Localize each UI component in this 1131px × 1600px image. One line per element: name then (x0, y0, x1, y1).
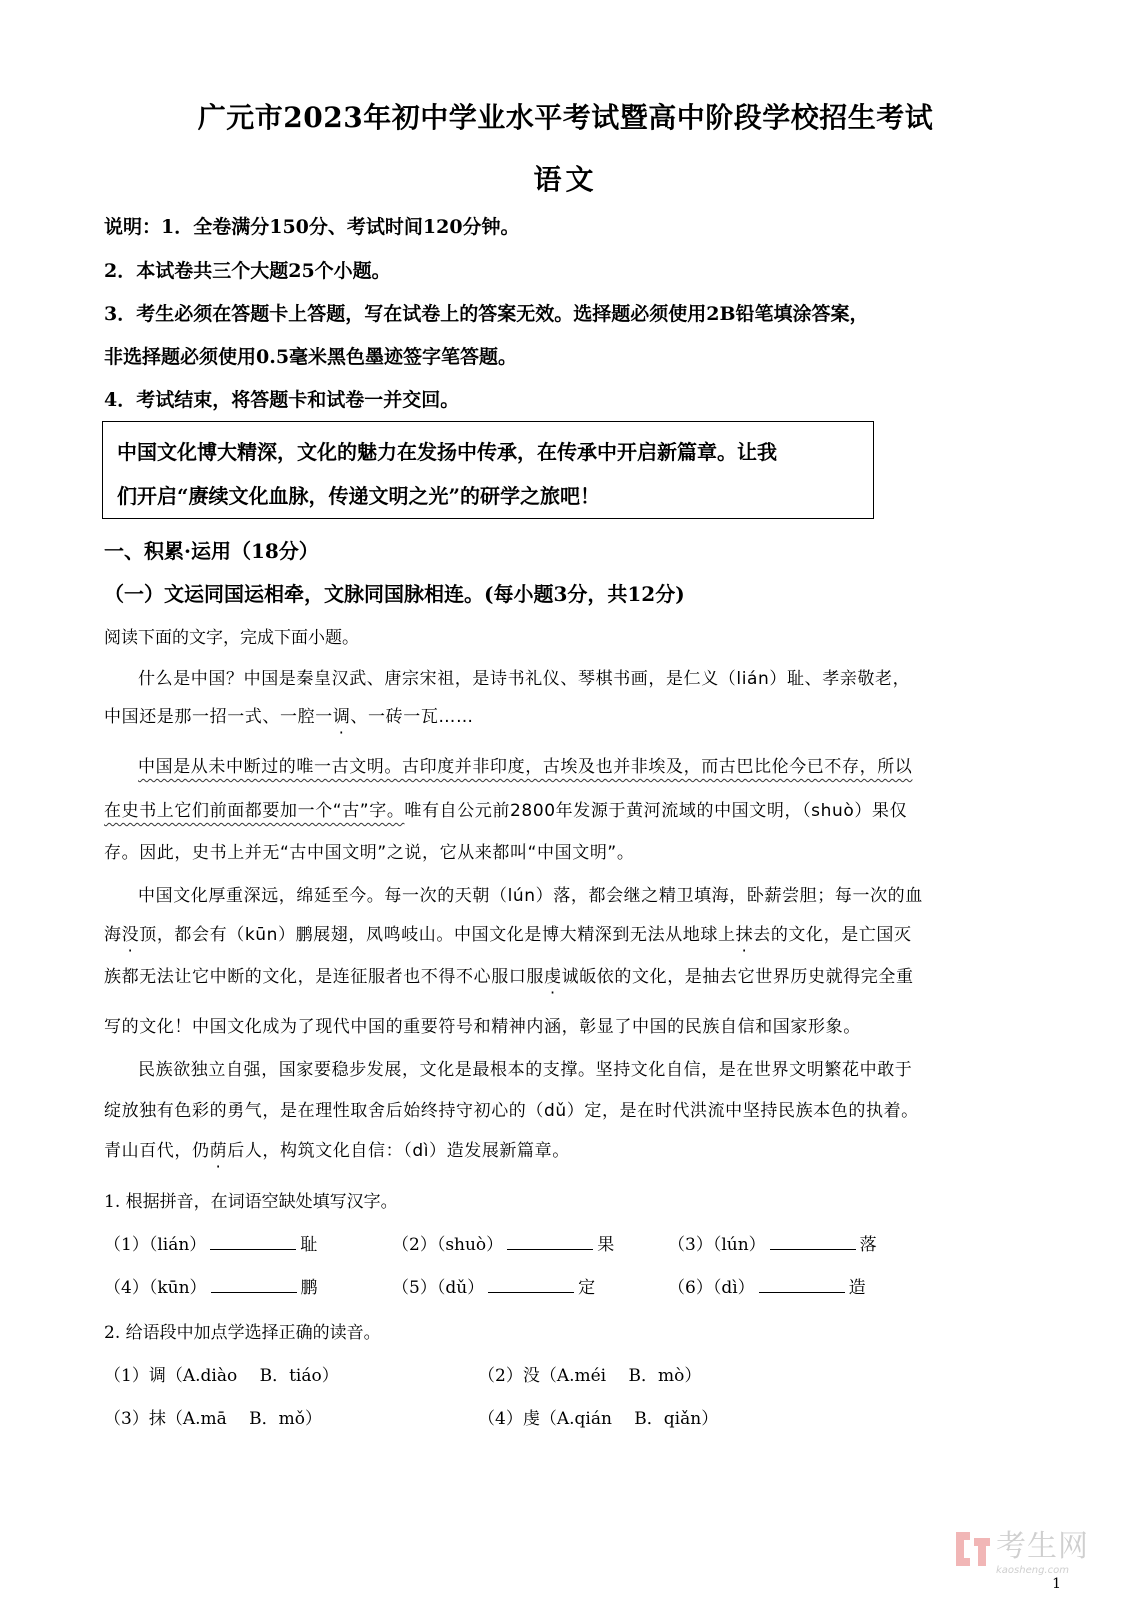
instruction-line-2: 2．本试卷共三个大题25个小题。 (104, 260, 391, 282)
q1-item-4: （4）（kūn） 鹏 (104, 1278, 318, 1298)
q1-item-2: （2）（shuò） 果 (392, 1235, 615, 1255)
watermark (956, 1521, 1089, 1576)
section-heading: 一、积累·运用（18分） (104, 539, 319, 563)
q1-item-5: （5）（dǔ） 定 (392, 1278, 596, 1298)
answer-blank[interactable] (507, 1233, 593, 1250)
passage-p3-line1: 中国文化厚重深远，绵延至今。每一次的天朝（lún）落，都会继之精卫填海，卧薪尝胆；每一次的血 (138, 886, 923, 906)
answer-blank[interactable] (759, 1276, 845, 1293)
dotted-char-yin: 荫 (209, 1141, 228, 1161)
kaosheng-logo-icon (956, 1532, 990, 1566)
passage-p1-line2: 中国还是那一招一式、一腔一调、一砖一瓦…… (104, 707, 474, 727)
instruction-line-3: 3．考生必须在答题卡上答题，写在试卷上的答案无效。选择题必须使用2B铅笔填涂答案， (104, 303, 869, 325)
dotted-char-mei: 没 (121, 925, 140, 945)
passage-p3-line4: 写的文化！中国文化成为了现代中国的重要符号和精神内涵，彰显了中国的民族自信和国家形象。 (104, 1017, 861, 1037)
exam-title: 广元市2023年初中学业水平考试暨高中阶段学校招生考试 (197, 101, 934, 134)
passage-p3-line3: 族都无法让它中断的文化，是连征服者也不得不心服口服虔诚皈依的文化，是抽去它世界历史就得完全重 (104, 967, 914, 987)
passage-p2-line2: 在史书上它们前面都要加一个“古”字。唯有自公元前2800年发源于黄河流域的中国文明，（shuò）果仅 (104, 801, 908, 821)
passage-p4-line2: 绽放独有色彩的勇气，是在理性取舍后始终持守初心的（dǔ）定，是在时代洪流中坚持民族本色的执着。 (104, 1101, 919, 1121)
q1-item-6: （6）（dì） 造 (668, 1278, 866, 1298)
q2-option-1[interactable]: （1）调（A.diào B．tiáo） (104, 1366, 339, 1386)
answer-blank[interactable] (770, 1233, 856, 1250)
q1-item-1: （1）（lián） 耻 (104, 1235, 318, 1255)
dotted-char-mo: 抹 (735, 925, 754, 945)
dotted-char-diao: 调 (332, 707, 351, 727)
q2-option-3[interactable]: （3）抹（A.mā B．mǒ） (104, 1409, 323, 1429)
instruction-line-1: 说明：1．全卷满分150分、考试时间120分钟。 (104, 216, 520, 238)
intro-line-1: 中国文化博大精深，文化的魅力在发扬中传承，在传承中开启新篇章。让我 (117, 440, 777, 464)
intro-line-2: 们开启“赓续文化血脉，传递文明之光”的研学之旅吧！ (117, 484, 601, 508)
instruction-line-5: 4．考试结束，将答题卡和试卷一并交回。 (104, 389, 460, 411)
passage-p4-line3: 青山百代，仍荫后人，构筑文化自信：（dì）造发展新篇章。 (104, 1141, 570, 1161)
q2-stem: 2. 给语段中加点学选择正确的读音。 (104, 1323, 381, 1343)
answer-blank[interactable] (488, 1276, 574, 1293)
passage-p2-line1: 中国是从未中断过的唯一古文明。古印度并非印度，古埃及也并非埃及，而古巴比伦今已不存，所以 (138, 757, 913, 777)
q1-item-3: （3）（lún） 落 (668, 1235, 877, 1255)
passage-p1-line1: 什么是中国？中国是秦皇汉武、唐宗宋祖，是诗书礼仪、琴棋书画，是仁义（lián）耻、孝亲敬老， (138, 669, 911, 689)
passage-p3-line2: 海没顶，都会有（kūn）鹏展翅，凤鸣岐山。中国文化是博大精深到无法从地球上抹去的文化，是亡国灭 (104, 925, 912, 945)
dotted-char-qian: 虔 (544, 967, 562, 987)
watermark-url: kaosheng.com (996, 1565, 1069, 1576)
passage-p2-line3: 存。因此，史书上并无“古中国文明”之说，它从来都叫“中国文明”。 (104, 843, 635, 863)
answer-blank[interactable] (210, 1233, 296, 1250)
q2-option-2[interactable]: （2）没（A.méi B．mò） (478, 1366, 702, 1386)
q2-option-4[interactable]: （4）虔（A.qián B．qiǎn） (478, 1409, 719, 1429)
watermark-text: 考生网 (996, 1529, 1089, 1564)
passage-p4-line1: 民族欲独立自强，国家要稳步发展，文化是最根本的支撑。坚持文化自信，是在世界文明繁花中敢于 (138, 1060, 913, 1080)
intro-box (102, 421, 874, 519)
instruction-line-4: 非选择题必须使用0.5毫米黑色墨迹签字笔答题。 (104, 346, 518, 368)
q1-stem: 1. 根据拼音，在词语空缺处填写汉字。 (104, 1192, 398, 1212)
sub-section-heading: （一）文运同国运相牵，文脉同国脉相连。(每小题3分，共12分) (104, 582, 685, 606)
reading-instruction: 阅读下面的文字，完成下面小题。 (104, 628, 359, 648)
page-number: 1 (1052, 1576, 1061, 1592)
subject-title: 语文 (533, 163, 598, 196)
answer-blank[interactable] (211, 1276, 297, 1293)
